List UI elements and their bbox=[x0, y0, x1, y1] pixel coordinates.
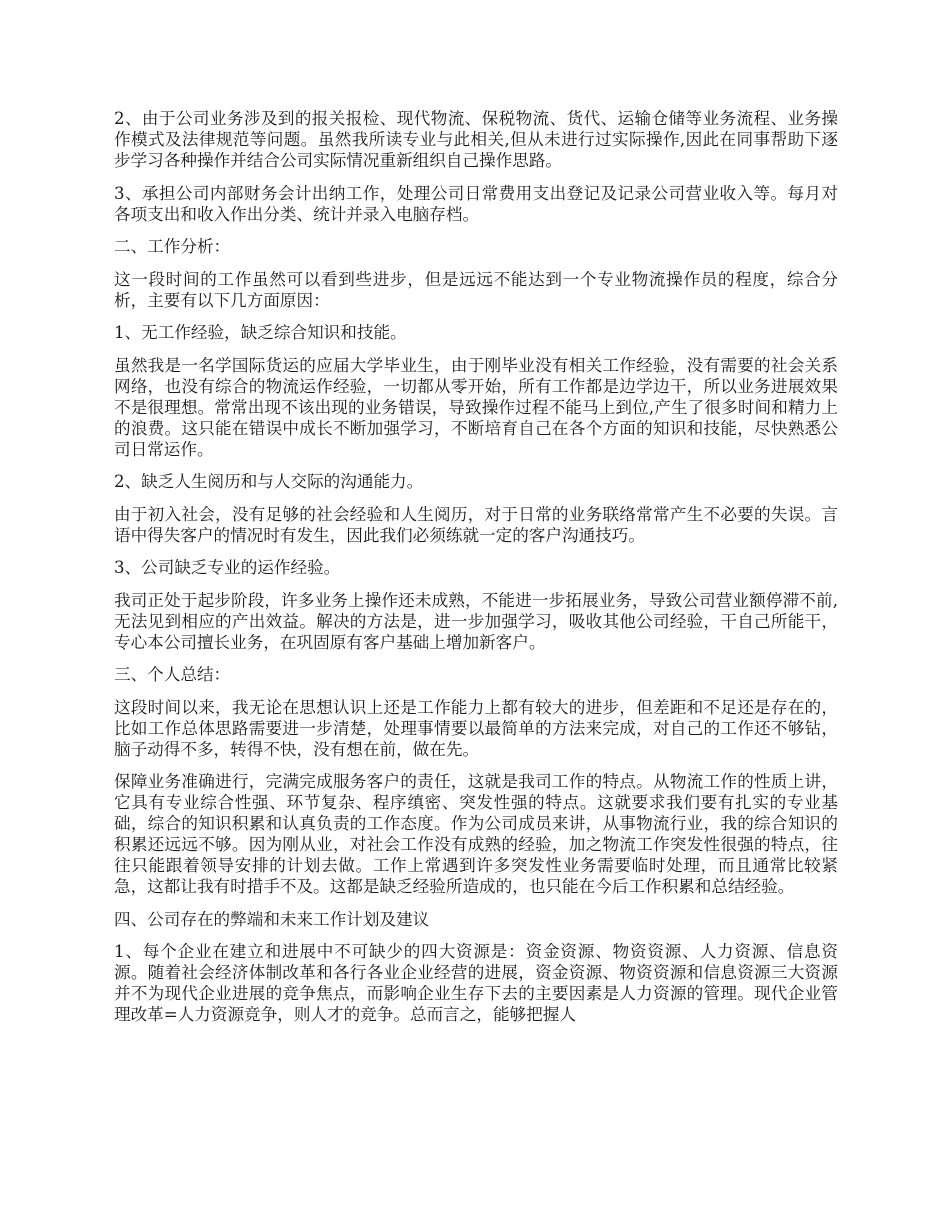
paragraph-company-experience: 我司正处于起步阶段，许多业务上操作还未成熟，不能进一步拓展业务，导致公司营业额停滞不前,无法见到相应的产出效益。解决的方法是，进一步加强学习，吸收其他公司经验，干自己所能干，专心本公司擅长业务，在巩固原有客户基础上增加新客户。 bbox=[114, 590, 838, 652]
subheading-communication: 2、缺乏人生阅历和与人交际的沟通能力。 bbox=[114, 472, 424, 491]
paragraph-summary-1: 这段时间以来，我无论在思想认识上还是工作能力上都有较大的进步，但差距和不足还是存在的，比如工作总体思路需要进一步清楚，处理事情要以最简单的方法来完成，对自己的工作还不够钻，脑子动得不多，转得不快，没有想在前，做在先。 bbox=[114, 697, 838, 759]
paragraph-no-experience: 虽然我是一名学国际货运的应届大学毕业生，由于刚毕业没有相关工作经验，没有需要的社会关系网络，也没有综合的物流运作经验，一切都从零开始，所有工作都是边学边干，所以业务进展效果不是很理想。常常出现不该出现的业务错误，导致操作过程不能马上到位,产生了很多时间和精力上的浪费。这只能在错误中成长不断加强学习，不断培育自己在各个方面的知识和技能，尽快熟悉公司日常运作。 bbox=[114, 355, 838, 459]
paragraph-item-2: 2、由于公司业务涉及到的报关报检、现代物流、保税物流、货代、运输仓储等业务流程、业务操作模式及法律规范等问题。虽然我所读专业与此相关,但从未进行过实际操作,因此在同事帮助下逐步学习各种操作并结合公司实际情况重新组织自己操作思路。 bbox=[114, 109, 838, 170]
paragraph-communication: 由于初入社会，没有足够的社会经验和人生阅历，对于日常的业务联络常常产生不必要的失误。言语中得失客户的情况时有发生，因此我们必须练就一定的客户沟通技巧。 bbox=[114, 504, 838, 545]
document-page bbox=[114, 108, 838, 1037]
section-heading-summary: 三、个人总结： bbox=[114, 665, 231, 684]
section-heading-plan: 四、公司存在的弊端和未来工作计划及建议 bbox=[114, 909, 430, 929]
subheading-company-experience: 3、公司缺乏专业的运作经验。 bbox=[114, 558, 341, 577]
paragraph-analysis-intro: 这一段时间的工作虽然可以看到些进步，但是远远不能达到一个专业物流操作员的程度，综合分析，主要有以下几方面原因： bbox=[114, 269, 838, 310]
section-heading-analysis: 二、工作分析： bbox=[114, 237, 231, 256]
paragraph-item-3: 3、承担公司内部财务会计出纳工作，处理公司日常费用支出登记及记录公司营业收入等。每月对各项支出和收入作出分类、统计并录入电脑存档。 bbox=[114, 183, 838, 224]
subheading-no-experience: 1、无工作经验，缺乏综合知识和技能。 bbox=[114, 323, 407, 342]
paragraph-plan-1: 1、每个企业在建立和进展中不可缺少的四大资源是：资金资源、物资资源、人力资源、信息资源。随着社会经济体制改革和各行各业企业经营的进展，资金资源、物资资源和信息资源三大资源并不为现代企业进展的竞争焦点，而影响企业生存下去的主要因素是人力资源的管理。现代企业管理改革=人力资源竞争，则人才的竞争。总而言之，能够把握人 bbox=[114, 942, 838, 1024]
paragraph-summary-2: 保障业务准确进行，完满完成服务客户的责任，这就是我司工作的特点。从物流工作的性质上讲，它具有专业综合性强、环节复杂、程序缜密、突发性强的特点。这就要求我们要有扎实的专业基础，综合的知识积累和认真负责的工作态度。作为公司成员来讲，从事物流行业，我的综合知识的积累还远远不够。因为刚从业，对社会工作没有成熟的经验，加之物流工作突发性很强的特点，往往只能跟着领导安排的计划去做。工作上常遇到许多突发性业务需要临时处理，而且通常比较紧急，这都让我有时措手不及。这都是缺乏经验所造成的，也只能在今后工作积累和总结经验。 bbox=[114, 772, 838, 896]
